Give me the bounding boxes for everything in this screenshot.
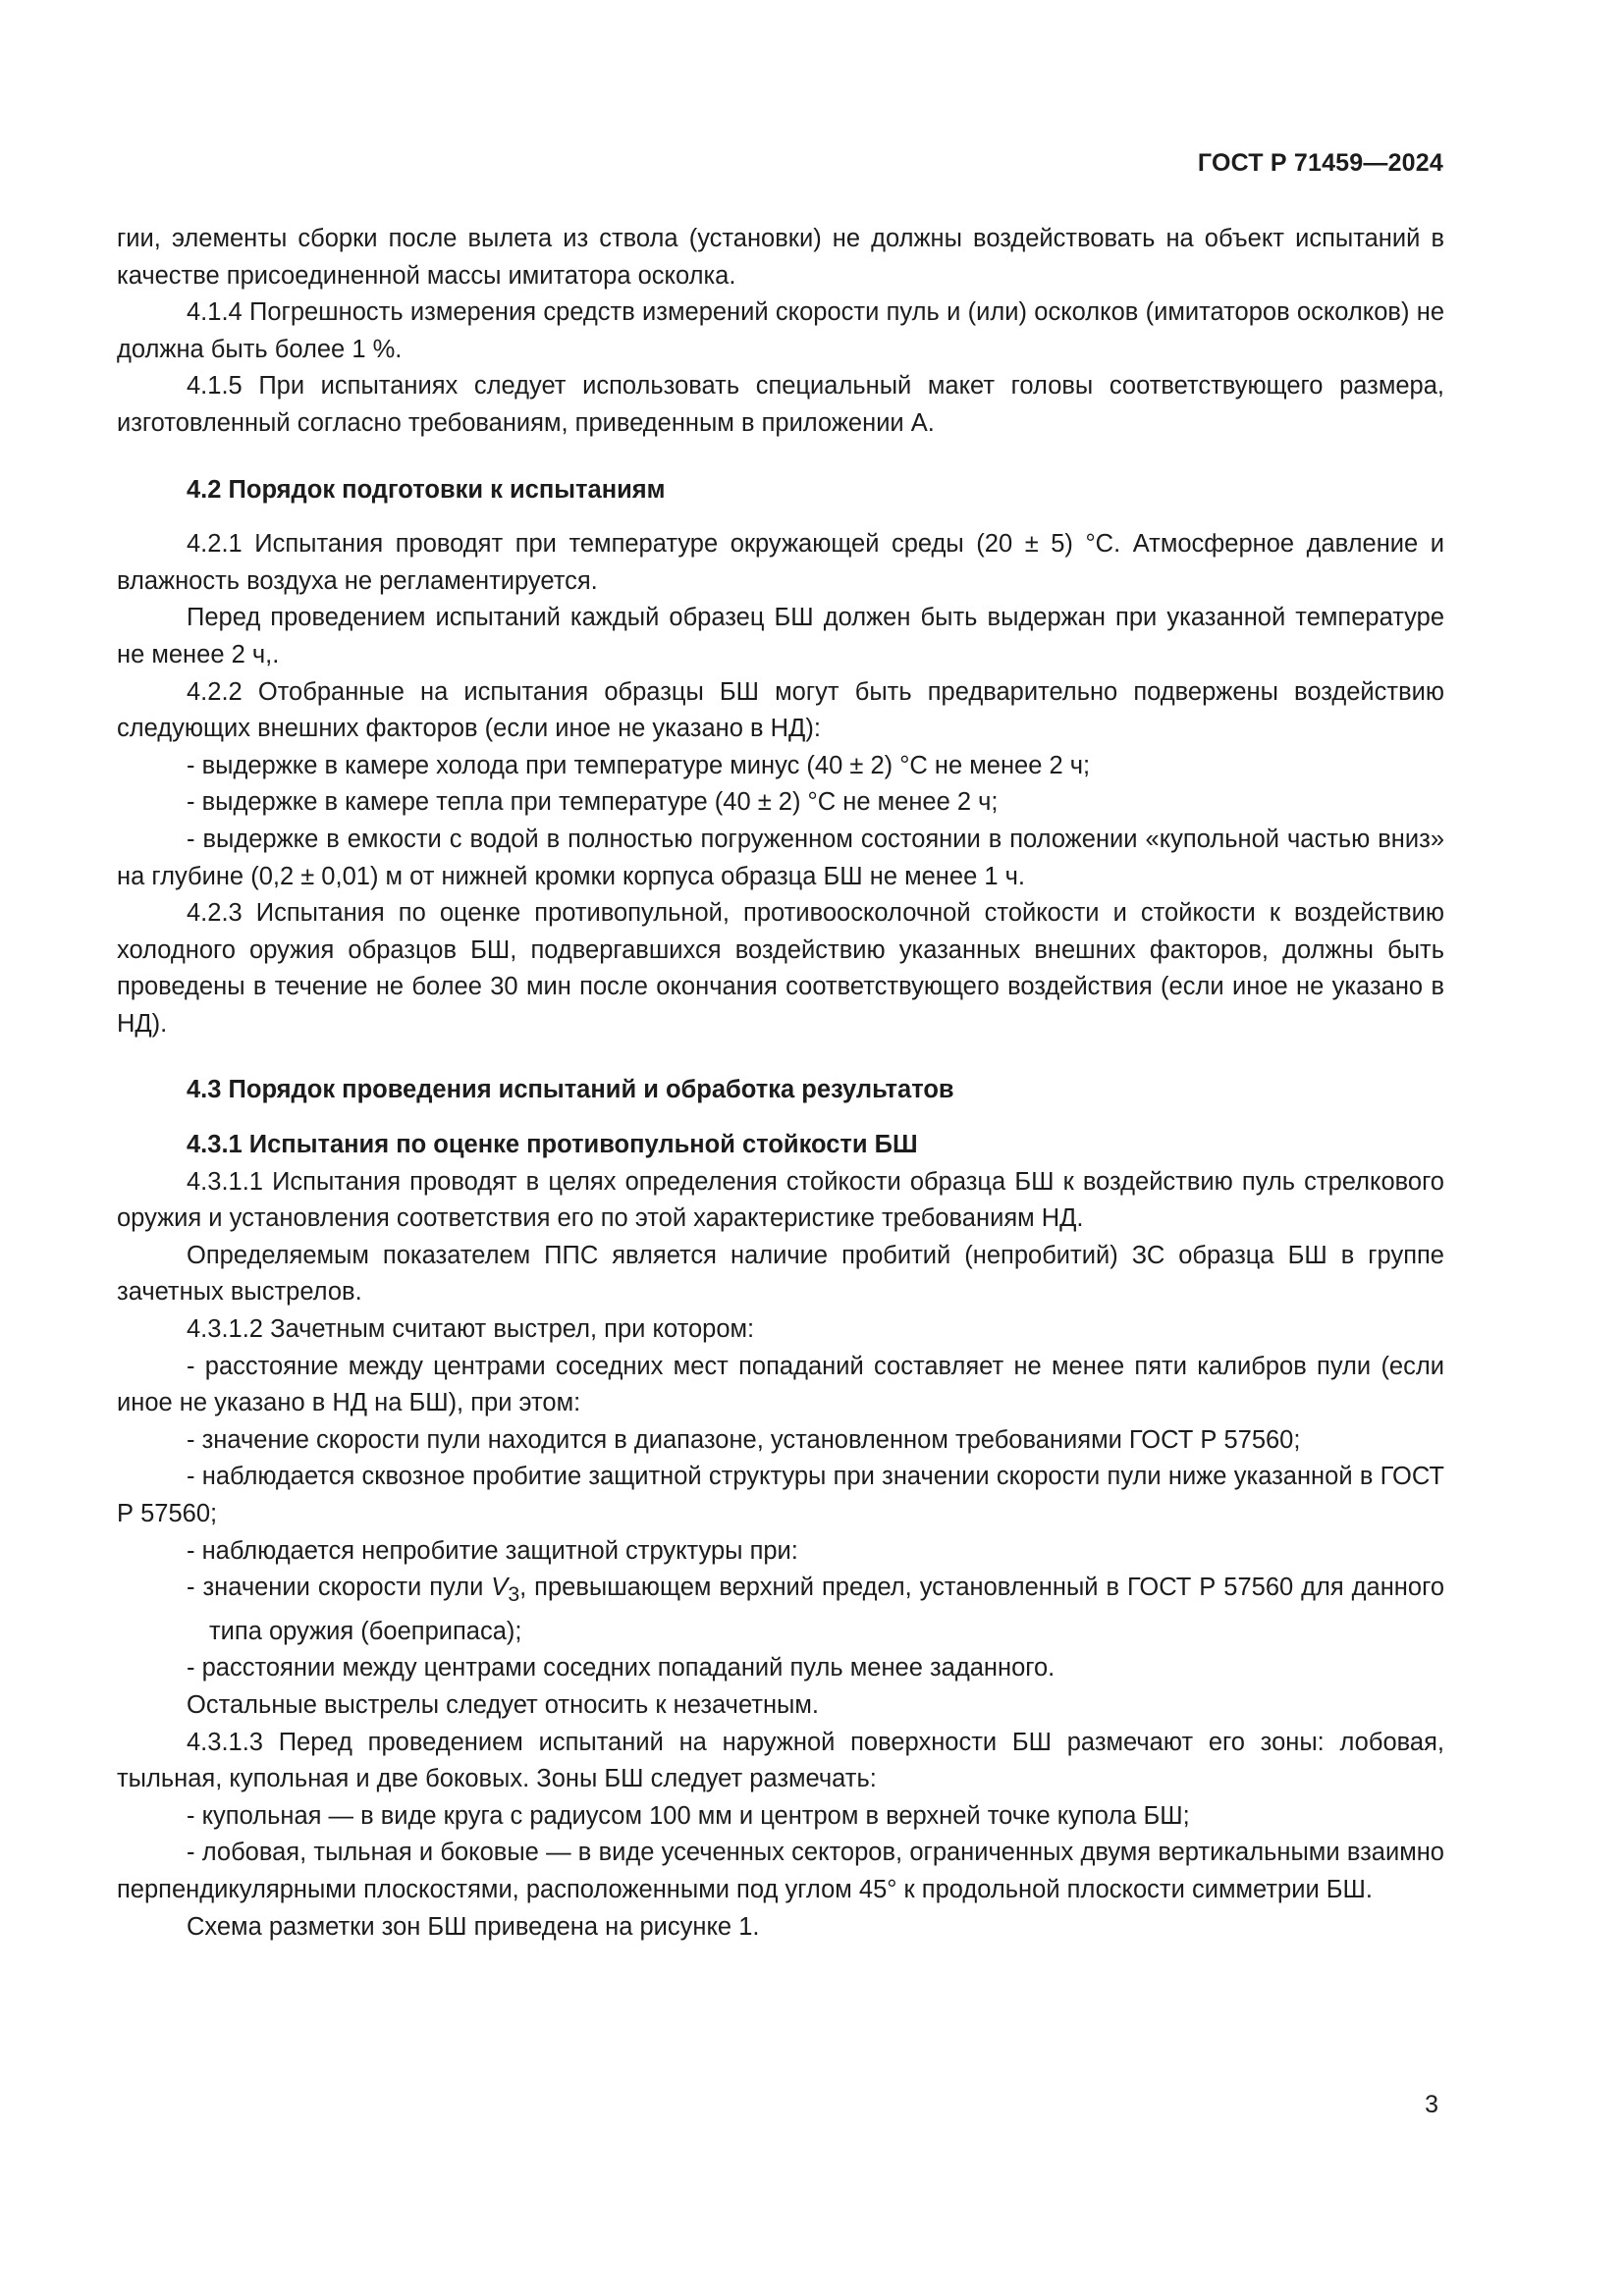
paragraph-4-2-1-b: Перед проведением испытаний каждый образец БШ должен быть выдержан при указанной температуре не менее 2 ч,. <box>117 604 1444 668</box>
list-item-cold: - выдержке в камере холода при температуре минус (40 ± 2) °С не менее 2 ч; <box>187 751 1091 779</box>
list-item-water: - выдержке в емкости с водой в полностью погруженном состоянии в положении «купольной частью вниз» на глубине (0,2 ± 0,01) м от нижней кромки корпуса образца БШ не менее 1 ч. <box>117 825 1444 890</box>
heading-4-3: 4.3 Порядок проведения испытаний и обработка результатов <box>187 1076 954 1104</box>
paragraph-continuation: гии, элементы сборки после вылета из ствола (установки) не должны воздействовать на объект испытаний в качестве присоединенной массы имитатора осколка. <box>117 225 1444 290</box>
velocity-subscript: 3 <box>508 1582 520 1607</box>
paragraph-4-1-5: 4.1.5 При испытаниях следует использовать специальный макет головы соответствующего размера, изготовленный согласно требованиям, приведенным в приложении А. <box>117 372 1444 437</box>
paragraph-4-3-1-1: 4.3.1.1 Испытания проводят в целях определения стойкости образца БШ к воздействию пуль стрелкового оружия и установления соответствия его по этой характеристике требованиям НД. <box>117 1167 1444 1233</box>
velocity-symbol: V <box>491 1574 509 1602</box>
page-content <box>117 221 1444 1946</box>
paragraph-4-2-2: 4.2.2 Отобранные на испытания образцы БШ могут быть предварительно подвержены воздействию следующих внешних факторов (если иное не указано в НД): <box>117 677 1444 743</box>
list-item-dome-zone: - купольная — в виде круга с радиусом 100 мм и центром в верхней точке купола БШ; <box>187 1801 1190 1830</box>
list-item-non-penetration: - наблюдается непробитие защитной структуры при: <box>187 1536 798 1565</box>
paragraph-4-3-1-2: 4.3.1.2 Зачетным считают выстрел, при котором: <box>187 1315 755 1344</box>
paragraph-4-3-1-3: 4.3.1.3 Перед проведением испытаний на наружной поверхности БШ размечают его зоны: лобовая, тыльная, купольная и две боковых. Зоны БШ следует размечать: <box>117 1728 1444 1793</box>
paragraph-4-3-1-1-b: Определяемым показателем ППС является наличие пробитий (непробитий) ЗС образца БШ в группе зачетных выстрелов. <box>117 1241 1444 1307</box>
sublist-item-velocity <box>117 1570 1444 1650</box>
list-item-side-zones: - лобовая, тыльная и боковые — в виде усеченных секторов, ограниченных двумя вертикальными взаимно перпендикулярными плоскостями, расположенными под углом 45° к продольной плоскости симметрии БШ. <box>117 1839 1444 1904</box>
list-item-heat: - выдержке в камере тепла при температуре (40 ± 2) °С не менее 2 ч; <box>187 788 999 817</box>
list-item-velocity-range: - значение скорости пули находится в диапазоне, установленном требованиями ГОСТ Р 57560; <box>187 1425 1301 1454</box>
sublist-item-velocity-pre: - значении скорости пули <box>187 1574 492 1602</box>
sublist-item-velocity-post: , превышающем верхний предел, установленный в ГОСТ Р 57560 для данного типа оружия (боеприпаса); <box>209 1574 1444 1645</box>
paragraph-4-2-1: 4.2.1 Испытания проводят при температуре окружающей среды (20 ± 5) °С. Атмосферное давление и влажность воздуха не регламентируется. <box>117 530 1444 595</box>
heading-4-3-1: 4.3.1 Испытания по оценке противопульной стойкости БШ <box>187 1131 918 1159</box>
sublist-item-spacing: - расстоянии между центрами соседних попаданий пуль менее заданного. <box>187 1654 1056 1682</box>
list-item-penetration: - наблюдается сквозное пробитие защитной структуры при значении скорости пули ниже указанной в ГОСТ Р 57560; <box>117 1463 1444 1527</box>
document-number: ГОСТ Р 71459—2024 <box>1197 149 1443 177</box>
list-item-distance: - расстояние между центрами соседних мест попаданий составляет не менее пяти калибров пули (если иное не указано в НД на БШ), при этом: <box>117 1352 1444 1417</box>
paragraph-figure-ref: Схема разметки зон БШ приведена на рисунке 1. <box>187 1912 760 1941</box>
page-number: 3 <box>1425 2091 1438 2118</box>
heading-4-2: 4.2 Порядок подготовки к испытаниям <box>187 475 666 504</box>
paragraph-4-3-1-2-b: Остальные выстрелы следует относить к незачетным. <box>187 1691 819 1720</box>
paragraph-4-2-3: 4.2.3 Испытания по оценке противопульной, противоосколочной стойкости и стойкости к воздействию холодного оружия образцов БШ, подвергавшихся воздействию указанных внешних факторов, должны быть проведены в течение не более 30 мин после окончания соответствующего воздействия (если иное не указано в НД). <box>117 899 1444 1038</box>
paragraph-4-1-4: 4.1.4 Погрешность измерения средств измерений скорости пуль и (или) осколков (имитаторов осколков) не должна быть более 1 %. <box>117 298 1444 363</box>
